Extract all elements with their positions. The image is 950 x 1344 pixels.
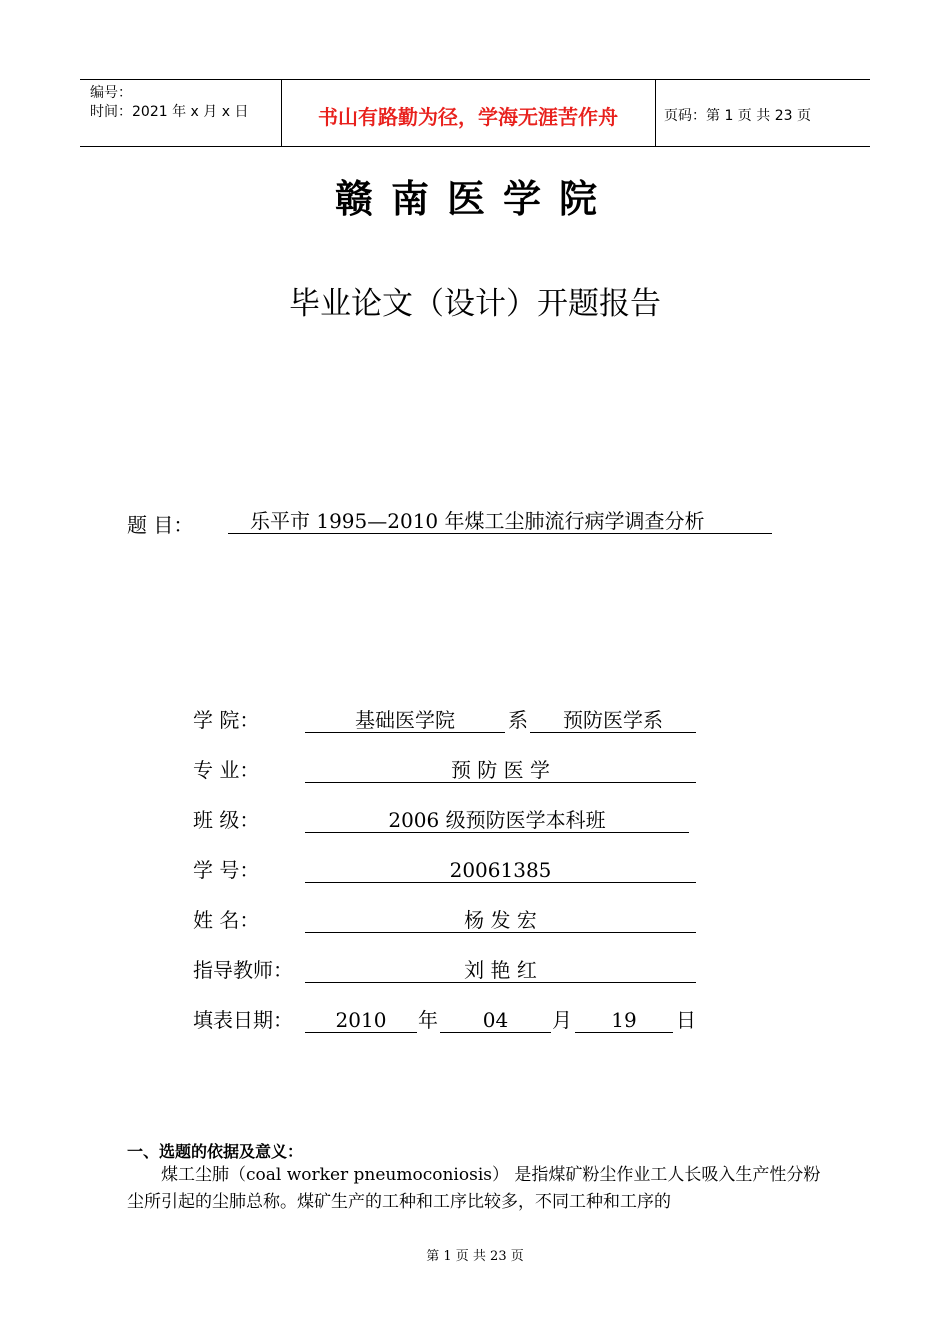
major-label: 专 业： <box>193 758 260 782</box>
section-heading: 一、选题的依据及意义： <box>127 1142 304 1161</box>
date-label: 填表日期： <box>193 1008 293 1032</box>
student-id-value: 20061385 <box>305 858 696 883</box>
section-paragraph: 煤工尘肺（coal worker pneumoconiosis） 是指煤矿粉尘作业工人长吸入生产性分粉尘所引起的尘肺总称。煤矿生产的工种和工序比较多，不同工种和工序的 <box>127 1165 821 1212</box>
class-label: 班 级： <box>193 808 260 832</box>
student-id-label: 学 号： <box>193 858 260 882</box>
header-time: 时间：2021 年 x 月 x 日 <box>90 104 249 120</box>
date-day: 19 <box>575 1008 673 1033</box>
college-value: 基础医学院 <box>305 708 505 733</box>
header-code-label: 编号： <box>90 85 132 101</box>
date-month-unit: 月 <box>552 1008 572 1032</box>
date-year-unit: 年 <box>418 1008 438 1032</box>
advisor-value: 刘 艳 红 <box>305 958 696 983</box>
date-day-unit: 日 <box>676 1008 696 1032</box>
topic-value: 乐平市 1995—2010 年煤工尘肺流行病学调查分析 <box>228 509 772 534</box>
major-value: 预 防 医 学 <box>305 758 696 783</box>
header-page-info: 页码：第 1 页 共 23 页 <box>664 108 811 124</box>
header-divider-right <box>655 79 656 146</box>
dept-label: 系 <box>508 708 528 732</box>
school-name: 赣南医学院 <box>334 176 615 221</box>
name-label: 姓 名： <box>193 908 260 932</box>
date-month: 04 <box>440 1008 551 1033</box>
class-value: 2006 级预防医学本科班 <box>305 808 689 833</box>
dept-value: 预防医学系 <box>530 708 696 733</box>
date-year: 2010 <box>305 1008 417 1033</box>
header-bottom-rule <box>80 146 870 147</box>
report-title: 毕业论文（设计）开题报告 <box>289 286 661 322</box>
college-label: 学 院： <box>193 708 260 732</box>
header-motto: 书山有路勤为径，学海无涯苦作舟 <box>318 105 618 129</box>
name-value: 杨 发 宏 <box>305 908 696 933</box>
topic-label: 题 目： <box>127 513 194 537</box>
page-footer: 第 1 页 共 23 页 <box>426 1249 524 1264</box>
header-top-rule <box>80 79 870 80</box>
advisor-label: 指导教师： <box>193 958 293 982</box>
